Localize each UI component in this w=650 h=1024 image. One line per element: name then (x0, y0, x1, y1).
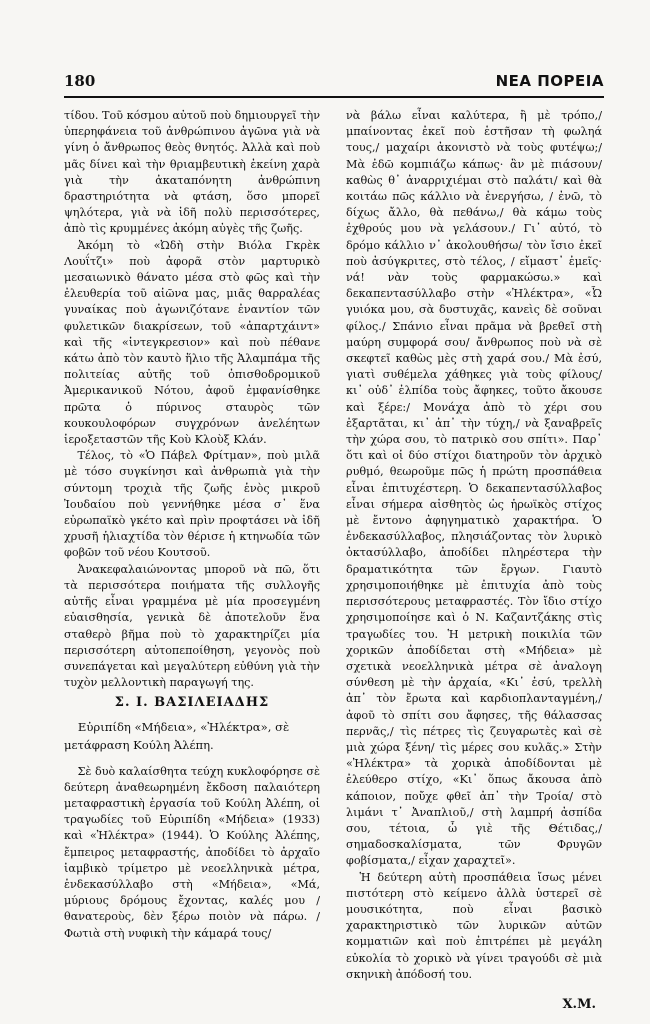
paragraph: Σὲ δυὸ καλαίσθητα τεύχη κυκλοφόρησε σὲ δεύτερη ἀναθεωρημένη ἔκδοση παλαιότερη μεταφραστικὴ ἐργασία τοῦ Κούλη Ἀλέπη, οἱ τραγωδίες τοῦ Εὐριπίδη «Μήδεια» (1933) καὶ «Ἠλέκτρα» (1944). Ὁ Κούλης Ἀλέπης, ἔμπειρος μεταφραστής, ἀποδίδει τὸ ἀρχαῖο ἰαμβικὸ τρίμετρο μὲ νεοελληνικὰ μέτρα, ἑνδεκασύλλαβο στὴ «Μήδεια», «Μά, μύριους δρόμους ἔχοντας, καλές μου / θανατεροὺς, δὲν ξέρω ποιὸν νὰ πάρω. / Φωτιὰ στὴ νυφικὴ τὴν κάμαρά τους/ (64, 764, 320, 940)
paragraph: Ἀκόμη τὸ «Ὠδὴ στὴν Βιόλα Γκρὲκ Λουΐτζι» ποὺ ἀφορᾶ στὸν μαρτυρικὸ μεσαιωνικὸ θάνατο μέσα στὸ φῶς καὶ τὴν ἐλευθερία τοῦ αἰῶνα μας, μιᾶς θαρραλέας γυναίκας ποὺ ἀγωνιζότανε ἐναντίον τῶν φυλετικῶν διακρίσεων, τοῦ «ἀπαρτχάιντ» καὶ τῆς «ἰντεγκρεσιον» καὶ ποὺ πέθανε κάτω ἀπὸ τὸν καυτὸ ἥλιο τῆς Ἀλαμπάμα τῆς πολιτείας αὐτῆς τοῦ ὀπισθοδρομικοῦ Ἀμερικανικοῦ Νότου, ἀφοῦ ἐμφανίσθηκε πρῶτα ὁ πύρινος σταυρὸς τῶν κουκουλοφόρων συγχρόνων ἀνελέητων ἱεροξεταστῶν τῆς Κοὺ Κλοὺξ Κλάν. (64, 238, 320, 447)
review-title: Εὐριπίδη «Μήδεια», «Ἠλέκτρα», σὲ μετάφραση Κούλη Ἀλέπη. (64, 719, 290, 752)
reviewer-initials: Χ.Μ. (562, 996, 596, 1012)
header-rule (64, 96, 604, 98)
page-header (64, 72, 604, 94)
paragraph: Ἡ δεύτερη αὐτὴ προσπάθεια ἴσως μένει πιστότερη στὸ κείμενο ἀλλὰ ὑστερεῖ σὲ μουσικότητα, ποὺ εἶναι βασικὸ χαρακτηριστικὸ τῶν λυρικῶν αὐτῶν κομματιῶν καὶ ποὺ ἐπιτρέπει μὲ μεγάλη εὐκολία τὸ χορικὸ νὰ γίνει τραγούδι σὲ μιὰ σκηνικὴ ἀπόδοσή του. (346, 870, 602, 981)
author-signature: Σ. Ι. ΒΑΣΙΛΕΙΑΔΗΣ (114, 695, 270, 711)
paragraph: νὰ βάλω εἶναι καλύτερα, ἢ μὲ τρόπο,/ μπαίνοντας ἐκεῖ ποὺ ἑστῆσαν τὴ φωληά τους,/ μαχαίρι ἀκονιστὸ νὰ τοὺς φυτέψω;/ Μὰ ἐδῶ κομπιάζω κάπως· ἂν μὲ πιάσουν/ καθὼς θ᾿ ἀναρριχιέμαι στὸ παλάτι/ καὶ θὰ κοιτάω πῶς κάλλιο νὰ ἐνεργήσω, / ἐνῶ, τὸ δίχως ἄλλο, θὰ πεθάνω,/ θὰ κάμω τοὺς ἐχθρούς μου νὰ γελάσουν./ Γι᾿ αὐτό, τὸ δρόμο κάλλιο ν᾿ ἀκολουθήσω/ τὸν ἴσιο ἐκεῖ ποὺ ἀσύγκριτες, στὸ τέλος, / εἴμαστ᾿ ἐμεῖς· νά! νὰν τοὺς φαρμακώσω.» καὶ δεκαπεντασύλλαβο στὴν «Ἠλέκτρα», «Ὦ γυιόκα μου, σὰ δυστυχᾶς, κανεὶς δὲ σοῦναι φίλος./ Σπάνιο εἶναι πρᾶμα νὰ βρεθεῖ στὴ μαύρη συμφορά σου/ ἄνθρωπος ποὺ νὰ σὲ σκεφτεῖ καθὼς μὲς στὴ χαρά σου./ Μὰ ἐσύ, γιατὶ συθέμελα χάθηκες γιὰ τοὺς φίλους/ κι᾿ οὐδ᾿ ἐλπίδα τοὺς ἄφηκες, τοῦτο ἄκουσε καὶ ξέρε:/ Μονάχα ἀπὸ τὸ χέρι σου ἐξαρτᾶται, κι᾿ ἀπ᾿ τὴν τύχη,/ νὰ ξαναβρεῖς τὴν χώρα σου, τὸ πατρικὸ σου σπίτι». Παρ᾿ ὅτι καὶ οἱ δύο στίχοι διατηροῦν τὸν ἀρχικὸ ρυθμό, θεωροῦμε πῶς ἡ πρώτη προσπάθεια εἶναι ἐπιτυχέστερη. Ὁ δεκαπεντασύλλαβος εἶναι σήμερα αἰσθητὸς ὡς ἡρωϊκὸς στίχος μὲ ἔντονο ἀφηγηματικὸ χαρακτήρα. Ὁ ἑνδεκασύλλαβος, πλησιάζοντας τὸν λυρικὸ ὀκτασύλλαβο, ἀποδίδει πληρέστερα τὴν δραματικότητα τῶν ἔργων. Γιαυτὸ χρησιμοποιήθηκε μὲ ἐπιτυχία ἀπὸ τοὺς περισσότερους μεταφραστές. Τὸν ἴδιο στίχο χρησιμοποίησε καὶ ὁ Ν. Καζαντζάκης στὶς τραγωδίες του. Ἡ μετρικὴ ποικιλία τῶν χορικῶν ἀποδίδεται στὴ «Μήδεια» μὲ σχετικὰ νεοελληνικὰ μέτρα σὲ ἀναλογη σύνθεση μὲ τὴν ἀρχαία, «Κι᾿ ἐσύ, τρελλὴ ἀπ᾿ τὸν ἔρωτα καὶ καρδιοπλανταγμένη,/ ἀφοῦ τὸ σπίτι σου ἄφησες, τῆς θάλασσας περνᾶς,/ τὶς πέτρες τὶς ζευγαρωτὲς καὶ σὲ μιὰ χώρα ξένη/ τὶς μέρες σου κυλᾶς.» Στὴν «Ἠλέκτρα» τὰ χορικὰ ἀποδίδονται μὲ ἐλεύθερο στίχο, «Κι᾿ ὅπως ἄκουσα ἀπὸ κάποιον, ποὔχε φθεῖ ἀπ᾿ τὴν Τροία/ στὸ λιμάνι τ᾿ Ἀναπλιοῦ,/ στὴ λαμπρή ἀσπίδα σου, τέτοια, ὦ γιὲ τῆς Θέτιδας,/ σημαδοσκαλίσματα, τῶν Φρυγῶν φοβίσματα,/ εἶχαν χαραχτεῖ». (346, 109, 602, 868)
left-column (64, 108, 320, 942)
paragraph: Τέλος, τὸ «Ὁ Πάβελ Φρίτμαν», ποὺ μιλᾶ μὲ τόσο συγκίνησι καὶ ἀνθρωπιὰ γιὰ τὴν σύντομη τροχιὰ τῆς ζωῆς ἑνὸς μικροῦ Ἰουδαίου ποὺ γεννήθηκε μέσα σ᾿ ἕνα εὐρωπαϊκὸ γκέτο καὶ πρὶν προφτάσει νὰ ἰδῆ χρυσῆ ἡλιαχτίδα τὸν θέρισε ἡ κτηνωδία τῶν φοβῶν τοῦ νέου Κουτσοῦ. (64, 449, 320, 560)
paragraph: τίδου. Τοῦ κόσμου αὐτοῦ ποὺ δημιουργεῖ τὴν ὑπερηφάνεια τοῦ ἀνθρώπινου ἀγῶνα γιὰ νὰ γίνη ὁ ἄνθρωπος θεὸς θνητός. Ἀλλὰ καὶ ποὺ μᾶς δίνει καὶ τὴν θριαμβευτικὴ ἐκείνη χαρὰ γιὰ τὴν ἀκαταπόνητη ἀνθρώπινη δραστηριότητα νὰ φτάση, ὅσο μπορεῖ ψηλότερα, γιὰ νὰ ἰδῆ πολὺ περισσότερες, ἀπὸ τὶς κρυμμένες ἀκόμη αὐγὲς τῆς ζωῆς. (64, 109, 320, 236)
page-number: 180 (64, 72, 96, 90)
paragraph: Ἀνακεφαλαιώνοντας μποροῦ νὰ πῶ, ὅτι τὰ περισσότερα ποιήματα τῆς συλλογῆς αὐτῆς εἶναι γραμμένα μὲ μία προσεγμένη εὐαισθησία, γενικὰ δὲ ἀποτελοῦν ἕνα σταθερὸ βῆμα ποὺ τὸ χαρακτηρίζει μία περισσότερη αὐτοπεποίθηση, γεγονὸς ποὺ συνεπάγεται καὶ μεγαλύτερη εὐθύνη γιὰ τὴν τυχὸν μελλοντικὴ παραγωγή της. (64, 562, 320, 690)
running-title: ΝΕΑ ΠΟΡΕΙΑ (495, 72, 604, 90)
right-column (346, 108, 602, 1013)
